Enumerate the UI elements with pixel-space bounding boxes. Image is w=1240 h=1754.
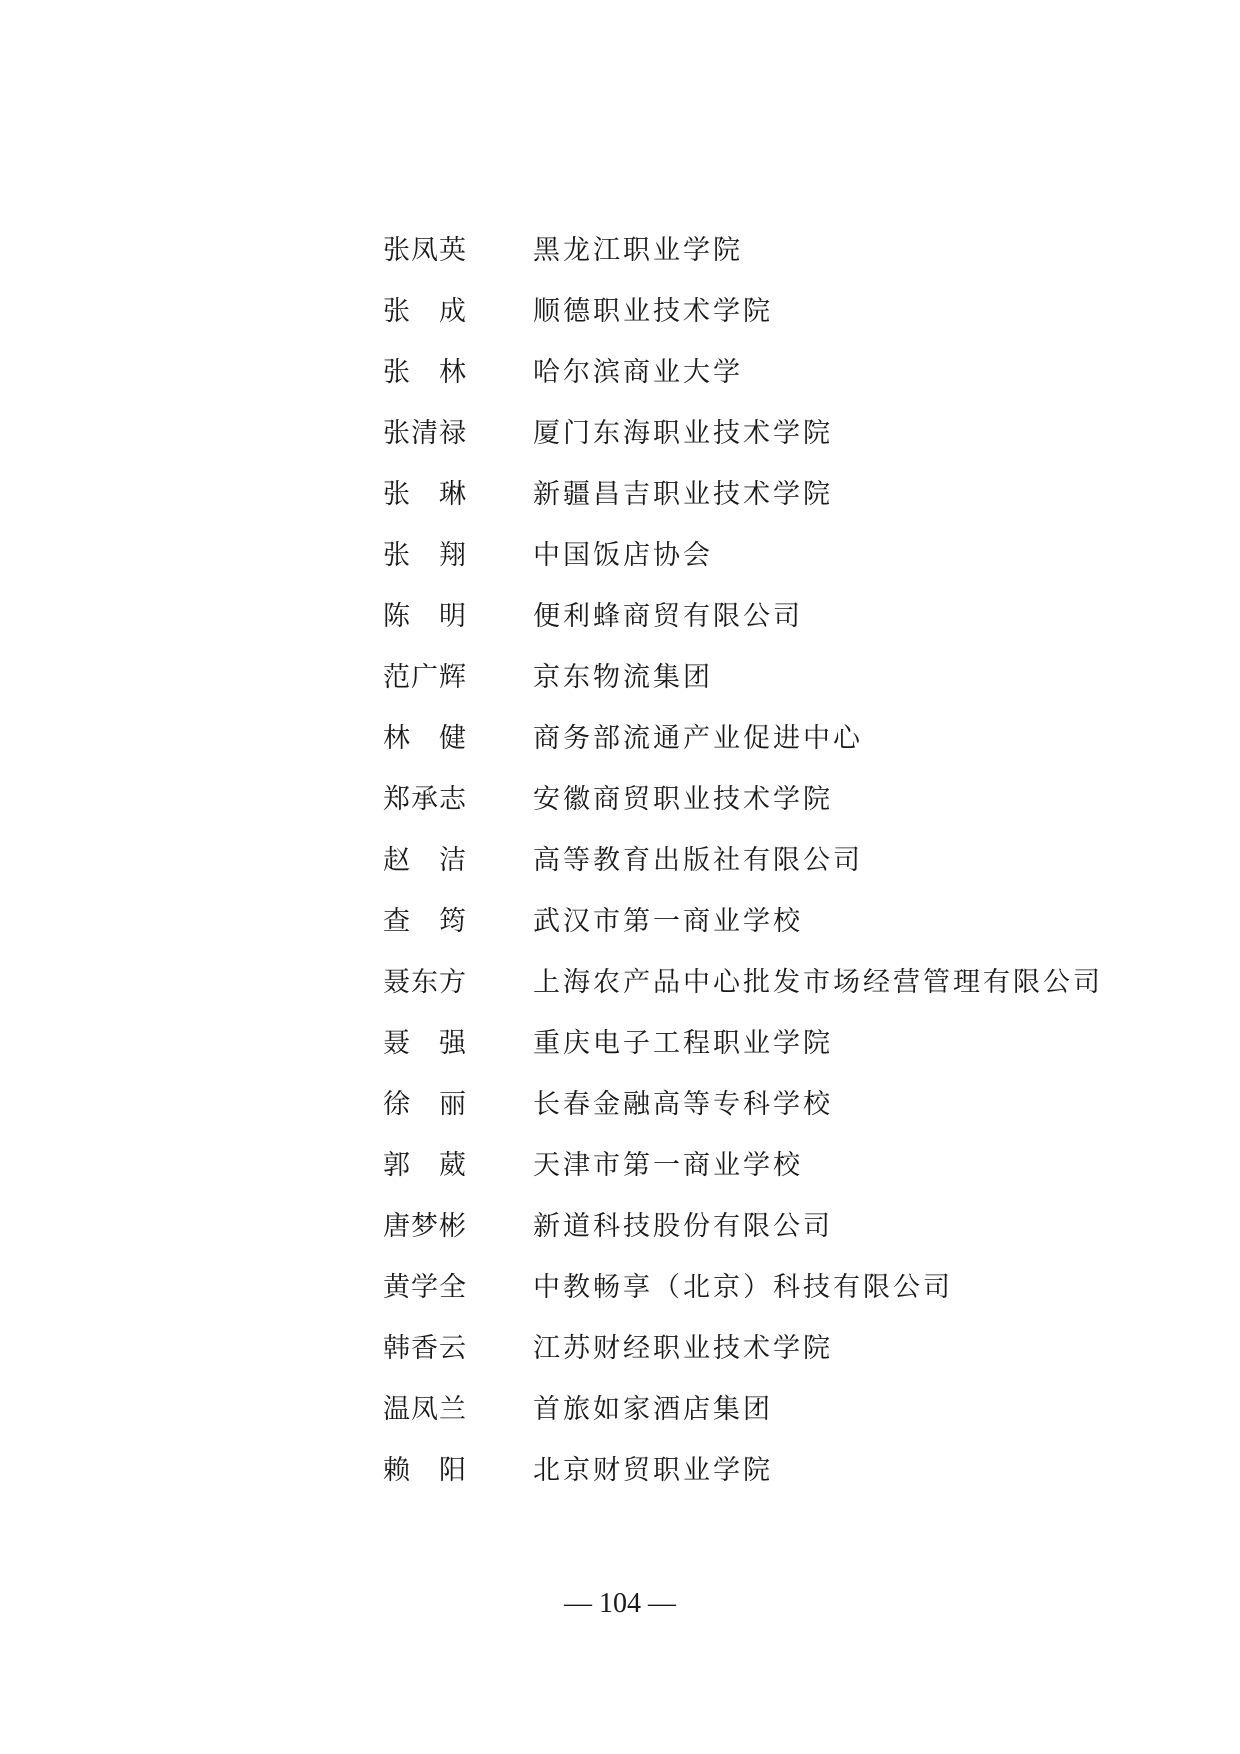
person-name: 韩香云	[383, 1332, 467, 1364]
list-item	[383, 1440, 1103, 1501]
person-name: 张凤英	[383, 234, 467, 266]
person-name: 徐 丽	[383, 1088, 467, 1120]
person-name: 张 翔	[383, 539, 467, 571]
organization-name: 顺德职业技术学院	[533, 295, 773, 327]
organization-name: 新疆昌吉职业技术学院	[533, 478, 833, 510]
list-item	[383, 1135, 1103, 1196]
list-item	[383, 1013, 1103, 1074]
person-name: 聂东方	[383, 966, 467, 998]
list-item	[383, 586, 1103, 647]
list-item	[383, 891, 1103, 952]
list-item	[383, 830, 1103, 891]
person-name: 查 筠	[383, 905, 467, 937]
list-item	[383, 281, 1103, 342]
organization-name: 长春金融高等专科学校	[533, 1088, 833, 1120]
organization-name: 黑龙江职业学院	[533, 234, 743, 266]
person-name: 黄学全	[383, 1271, 467, 1303]
member-list	[383, 220, 1103, 1501]
list-item	[383, 769, 1103, 830]
organization-name: 厦门东海职业技术学院	[533, 417, 833, 449]
list-item	[383, 464, 1103, 525]
list-item	[383, 342, 1103, 403]
organization-name: 中国饭店协会	[533, 539, 713, 571]
list-item	[383, 1074, 1103, 1135]
person-name: 张 成	[383, 295, 467, 327]
organization-name: 安徽商贸职业技术学院	[533, 783, 833, 815]
person-name: 郑承志	[383, 783, 467, 815]
organization-name: 京东物流集团	[533, 661, 713, 693]
list-item	[383, 647, 1103, 708]
list-item	[383, 403, 1103, 464]
organization-name: 武汉市第一商业学校	[533, 905, 803, 937]
organization-name: 首旅如家酒店集团	[533, 1393, 773, 1425]
list-item	[383, 525, 1103, 586]
person-name: 温凤兰	[383, 1393, 467, 1425]
person-name: 唐梦彬	[383, 1210, 467, 1242]
list-item	[383, 1318, 1103, 1379]
list-item	[383, 1379, 1103, 1440]
person-name: 赖 阳	[383, 1454, 467, 1486]
organization-name: 江苏财经职业技术学院	[533, 1332, 833, 1364]
person-name: 范广辉	[383, 661, 467, 693]
list-item	[383, 1257, 1103, 1318]
person-name: 张 琳	[383, 478, 467, 510]
organization-name: 新道科技股份有限公司	[533, 1210, 833, 1242]
person-name: 赵 洁	[383, 844, 467, 876]
person-name: 张 林	[383, 356, 467, 388]
list-item	[383, 220, 1103, 281]
person-name: 聂 强	[383, 1027, 467, 1059]
list-item	[383, 952, 1103, 1013]
organization-name: 北京财贸职业学院	[533, 1454, 773, 1486]
organization-name: 重庆电子工程职业学院	[533, 1027, 833, 1059]
organization-name: 天津市第一商业学校	[533, 1149, 803, 1181]
organization-name: 中教畅享（北京）科技有限公司	[533, 1271, 953, 1303]
list-item	[383, 708, 1103, 769]
person-name: 陈 明	[383, 600, 467, 632]
page-number: — 104 —	[564, 1588, 676, 1619]
person-name: 郭 葳	[383, 1149, 467, 1181]
organization-name: 便利蜂商贸有限公司	[533, 600, 803, 632]
organization-name: 哈尔滨商业大学	[533, 356, 743, 388]
organization-name: 商务部流通产业促进中心	[533, 722, 863, 754]
organization-name: 高等教育出版社有限公司	[533, 844, 863, 876]
organization-name: 上海农产品中心批发市场经营管理有限公司	[533, 966, 1103, 998]
list-item	[383, 1196, 1103, 1257]
person-name: 林 健	[383, 722, 467, 754]
person-name: 张清禄	[383, 417, 467, 449]
